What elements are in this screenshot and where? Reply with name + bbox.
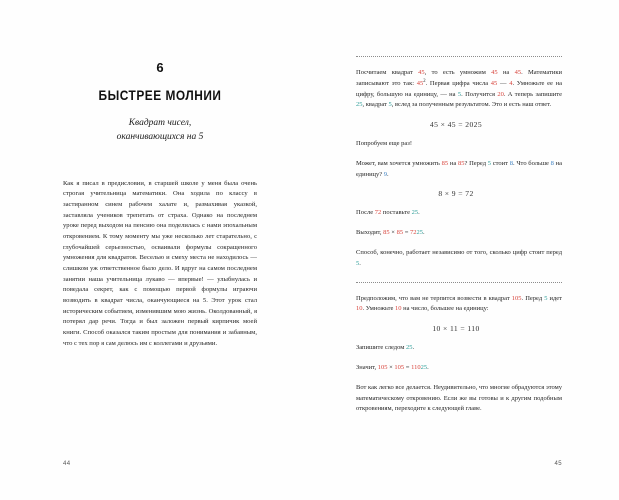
t: стоит [491,159,510,167]
equation-8x9: 8 × 9 = 72 [438,189,474,199]
paragraph-result-7225 [356,228,562,239]
t: на [448,159,458,167]
mid-dotted-rule [356,282,562,283]
left-page [0,0,309,500]
t: поставьте [381,209,412,217]
chapter-subtitle [63,117,257,145]
paragraph-try-again: Попробуем еще раз! [356,140,413,148]
paragraph-square-85 [356,159,562,181]
t: = [403,229,410,237]
paragraph-works-always [356,248,562,270]
top-dotted-rule [356,56,562,57]
t: — [497,79,510,87]
equation-10x11: 10 × 11 = 110 [432,324,480,334]
num-25-c: 25 [416,229,423,237]
num-10-b: 10 [395,305,402,313]
t: . Перед [521,294,545,302]
num-85-b: 85 [457,159,465,167]
num-110: 110 [411,363,421,371]
num-45-d: 45 [416,79,424,87]
num-85-d: 85 [396,229,404,237]
t: идет [547,294,562,302]
t: . Умножьте [362,305,396,313]
paragraph-write-25 [356,343,562,354]
t: . [412,344,415,352]
t: . [427,363,429,371]
paragraph-square-45 [356,68,562,111]
t: . А теперь запишите [503,90,562,98]
num-4: 4 [509,79,513,87]
num-8-b: 8 [550,159,554,167]
t: Выходит, [356,229,384,237]
t: . Умножьте ее на цифру, большую на единицу, — на [356,79,562,98]
num-5-c: 5 [487,159,492,167]
t: , то есть умножим [424,69,492,76]
t: × [389,229,397,237]
chapter-subtitle-line1: Квадрат чисел, [128,118,192,128]
num-72-a: 72 [374,209,382,217]
num-20: 20 [497,90,504,98]
chapter-subtitle-line2: оканчивающихся на 5 [116,131,204,142]
num-45-b: 45 [491,69,498,76]
paragraph-after-72 [356,208,562,219]
num-5-b: 5 [388,101,392,109]
t: . Математики записывают это так: [356,69,562,87]
t: . Получится [461,90,498,98]
num-8-a: 8 [509,159,513,167]
t: . [387,170,389,178]
t: Значит, [356,363,378,371]
t: . [423,229,425,237]
t: Предположим, что вам не терпится возвести в квадрат [356,294,512,302]
t: , вслед за полученным результатом. Это и есть наш ответ. [391,101,552,109]
num-45-a: 45 [418,69,425,76]
t: После [356,209,375,217]
page-number-left: 44 [63,461,71,467]
t: . Первая цифра числа [425,79,491,87]
t: , квадрат [362,101,389,109]
paragraph-square-105 [356,294,562,316]
paragraph-result-11025 [356,363,562,374]
num-72-b: 72 [410,229,417,237]
t: на [497,69,515,76]
t: . [418,209,420,217]
num-25-b: 25 [411,209,419,217]
num-85-a: 85 [441,159,449,167]
num-105-c: 105 [394,363,405,371]
equation-45-squared: 45 × 45 = 2025 [429,120,483,130]
intro-paragraph: Как я писал в предисловии, в старшей школе у меня была очень строгая учительница математики. Она ходила по классу в застиранном синем рабочем халате и, размахивая указкой, заставляла учеников трепетать от страха. Однако на последнем уроке перед выходом на пенсию она поделилась с нами эпохальным откровением. К тому моменту мы уже несколько лет старательно, с глубочайшей серьезностью, осваивали формулы сокращенного умножения для квадратов. Веселью и смеху места не находилось — слишком уж ответственное было дело. И вдруг на самом последнем занятии наша учительница лукаво — впервые! — улыбнулась и поведала секрет, как с помощью первой формулы играючи возводить в квадрат числа, оканчующиеся на 5. Этот урок стал историческим событием, изменившим мою жизнь. Околдованный, я потерял дар речи. Тогда и был заложен первый кирпичик моей книги. Способ оказался таким простым для понимания и забавным, что с тех пор я сам делюсь им с коллегами и друзьями. [63,179,257,347]
num-105-b: 105 [377,363,388,371]
t: Посчитаем квадрат [356,69,419,76]
num-85-c: 85 [383,229,390,237]
t: Может, вам хочется умножить [356,159,442,167]
t: Способ, конечно, работает независимо от того, сколько цифр стоит перед [356,249,562,257]
t: на число, большее на единицу: [401,305,489,313]
num-45-c: 45 [514,69,522,76]
num-25-d: 25 [405,344,413,352]
chapter-title: БЫСТРЕЕ МОЛНИИ [98,88,222,103]
num-105-a: 105 [511,294,522,302]
t: . [359,259,361,267]
right-page [309,0,619,500]
paragraph-closing: Вот как легко все делается. Неудивительно, что многие обрадуются этому математическому откровению. Если же вы готовы и к другим подобным откровениям, переходите к следующей главе. [356,383,562,413]
num-5-e: 5 [544,294,548,302]
num-9: 9 [383,170,388,178]
num-45-e: 45 [490,79,498,87]
num-5-a: 5 [457,90,462,98]
t: ? Перед [464,159,488,167]
num-25-a: 25 [356,101,363,109]
num-5-d: 5 [356,259,360,267]
num-10-a: 10 [356,305,363,313]
t: × [387,363,395,371]
t: = [404,363,412,371]
t: Запишите следом [356,344,406,352]
chapter-number: 6 [156,60,164,75]
t: на единицу? [356,159,562,178]
page-number-right: 45 [554,461,562,467]
num-25-e: 25 [420,363,428,371]
exponent-2: 2 [423,78,426,84]
t: . Что больше [512,159,551,167]
